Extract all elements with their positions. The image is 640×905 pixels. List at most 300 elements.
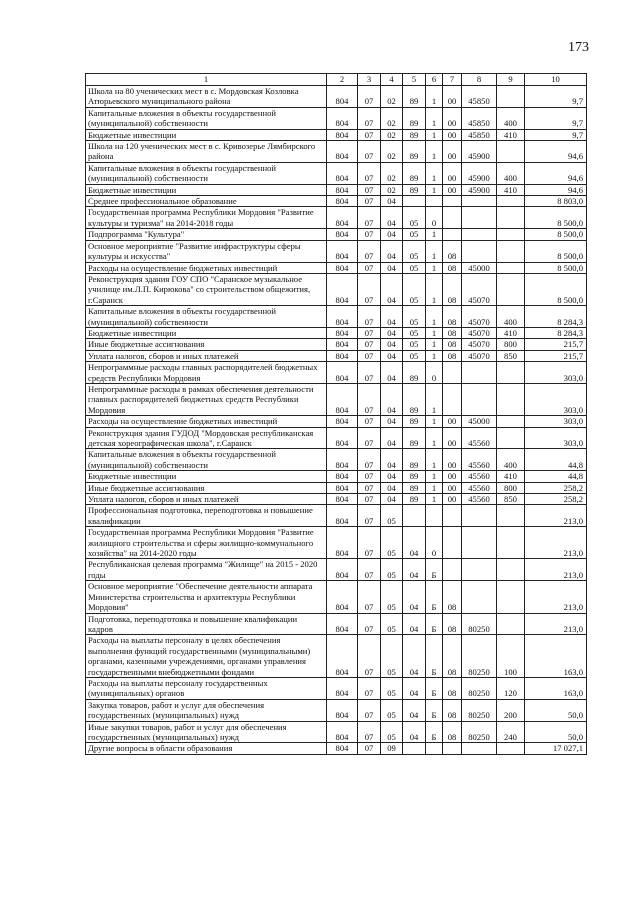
subprogram-code-cell: 1: [426, 184, 443, 195]
expense-type-cell: 240: [497, 721, 525, 743]
event-code-cell: 08: [443, 581, 462, 613]
item-name-cell: Уплата налогов, сборов и иных платежей: [86, 350, 327, 361]
table-row: [86, 427, 587, 449]
expense-type-cell: 410: [497, 327, 525, 338]
section-code-cell: 07: [358, 635, 381, 678]
target-code-cell: [462, 581, 497, 613]
target-code-cell: 80250: [462, 677, 497, 699]
table-row: [86, 306, 587, 328]
program-code-cell: 89: [403, 362, 426, 384]
subsection-code-cell: 04: [381, 273, 403, 305]
subsection-code-cell: 05: [381, 635, 403, 678]
subprogram-code-cell: Б: [426, 613, 443, 635]
amount-cell: 215,7: [525, 339, 587, 350]
target-code-cell: 45900: [462, 162, 497, 184]
program-code-cell: 89: [403, 482, 426, 493]
expense-type-cell: 410: [497, 184, 525, 195]
program-code-cell: 04: [403, 613, 426, 635]
item-name-cell: Бюджетные инвестиции: [86, 129, 327, 140]
amount-cell: 8 500,0: [525, 273, 587, 305]
admin-code-cell: 804: [327, 141, 358, 163]
event-code-cell: 08: [443, 240, 462, 262]
subprogram-code-cell: 1: [426, 273, 443, 305]
target-code-cell: 45850: [462, 107, 497, 129]
subsection-code-cell: 04: [381, 240, 403, 262]
subprogram-code-cell: 1: [426, 427, 443, 449]
program-code-cell: 04: [403, 527, 426, 559]
item-name-cell: Подпрограмма "Культура": [86, 229, 327, 240]
program-code-cell: 89: [403, 383, 426, 415]
program-code-cell: 04: [403, 581, 426, 613]
target-code-cell: 45560: [462, 427, 497, 449]
admin-code-cell: 804: [327, 196, 358, 207]
target-code-cell: 45850: [462, 129, 497, 140]
item-name-cell: Реконструкция здания ГУДОД "Мордовская республиканская детская хореографическая школа", г.Саранск: [86, 427, 327, 449]
section-code-cell: 07: [358, 721, 381, 743]
amount-cell: 303,0: [525, 416, 587, 427]
expense-type-cell: 400: [497, 449, 525, 471]
subsection-code-cell: 02: [381, 107, 403, 129]
section-code-cell: 07: [358, 339, 381, 350]
program-code-cell: 89: [403, 471, 426, 482]
target-code-cell: 45560: [462, 494, 497, 505]
subsection-code-cell: 04: [381, 262, 403, 273]
target-code-cell: 45900: [462, 184, 497, 195]
amount-cell: 303,0: [525, 427, 587, 449]
amount-cell: 94,6: [525, 162, 587, 184]
amount-cell: 303,0: [525, 383, 587, 415]
admin-code-cell: 804: [327, 677, 358, 699]
section-code-cell: 07: [358, 262, 381, 273]
item-name-cell: Школа на 120 ученических мест в с. Кривозерье Лямбирского района: [86, 141, 327, 163]
event-code-cell: 08: [443, 350, 462, 361]
table-row: [86, 207, 587, 229]
subprogram-code-cell: 1: [426, 350, 443, 361]
expense-type-cell: 800: [497, 482, 525, 493]
program-code-cell: 05: [403, 327, 426, 338]
subprogram-code-cell: [426, 743, 443, 754]
section-code-cell: 07: [358, 196, 381, 207]
amount-cell: 258,2: [525, 494, 587, 505]
table-row: [86, 581, 587, 613]
subprogram-code-cell: Б: [426, 581, 443, 613]
subprogram-code-cell: 1: [426, 416, 443, 427]
amount-cell: 213,0: [525, 505, 587, 527]
expense-type-cell: [497, 240, 525, 262]
amount-cell: 213,0: [525, 527, 587, 559]
amount-cell: 213,0: [525, 559, 587, 581]
expense-type-cell: [497, 743, 525, 754]
subsection-code-cell: 05: [381, 505, 403, 527]
expense-type-cell: 400: [497, 162, 525, 184]
admin-code-cell: 804: [327, 527, 358, 559]
event-code-cell: [443, 207, 462, 229]
event-code-cell: [443, 229, 462, 240]
subprogram-code-cell: 1: [426, 262, 443, 273]
event-code-cell: 08: [443, 273, 462, 305]
event-code-cell: 08: [443, 306, 462, 328]
section-code-cell: 07: [358, 427, 381, 449]
column-header-3: 3: [358, 74, 381, 86]
subsection-code-cell: 04: [381, 471, 403, 482]
table-row: [86, 107, 587, 129]
expense-type-cell: [497, 196, 525, 207]
table-row: [86, 141, 587, 163]
amount-cell: 8 500,0: [525, 240, 587, 262]
table-row: [86, 327, 587, 338]
item-name-cell: Иные бюджетные ассигнования: [86, 482, 327, 493]
target-code-cell: 45000: [462, 416, 497, 427]
program-code-cell: 89: [403, 184, 426, 195]
item-name-cell: Республиканская целевая программа "Жилище" на 2015 - 2020 годы: [86, 559, 327, 581]
subsection-code-cell: 04: [381, 482, 403, 493]
expense-type-cell: 400: [497, 107, 525, 129]
amount-cell: 163,0: [525, 635, 587, 678]
subsection-code-cell: 02: [381, 162, 403, 184]
item-name-cell: Среднее профессиональное образование: [86, 196, 327, 207]
subprogram-code-cell: Б: [426, 677, 443, 699]
item-name-cell: Бюджетные инвестиции: [86, 471, 327, 482]
subsection-code-cell: 02: [381, 86, 403, 108]
subsection-code-cell: 04: [381, 350, 403, 361]
event-code-cell: 00: [443, 184, 462, 195]
section-code-cell: 07: [358, 743, 381, 754]
page-number: 173: [568, 40, 589, 55]
item-name-cell: Бюджетные инвестиции: [86, 327, 327, 338]
target-code-cell: [462, 559, 497, 581]
subsection-code-cell: 02: [381, 141, 403, 163]
table-row: [86, 471, 587, 482]
item-name-cell: Уплата налогов, сборов и иных платежей: [86, 494, 327, 505]
target-code-cell: [462, 743, 497, 754]
program-code-cell: 04: [403, 635, 426, 678]
subprogram-code-cell: 1: [426, 494, 443, 505]
amount-cell: 213,0: [525, 613, 587, 635]
item-name-cell: Иные бюджетные ассигнования: [86, 339, 327, 350]
event-code-cell: 00: [443, 129, 462, 140]
admin-code-cell: 804: [327, 327, 358, 338]
admin-code-cell: 804: [327, 207, 358, 229]
item-name-cell: Государственная программа Республики Мордовия "Развитие жилищного строительства и сферы жилищно-коммунального хозяйства" на 2014-2020 годы: [86, 527, 327, 559]
item-name-cell: Расходы на осуществление бюджетных инвестиций: [86, 262, 327, 273]
item-name-cell: Подготовка, переподготовка и повышение квалификации кадров: [86, 613, 327, 635]
program-code-cell: 89: [403, 427, 426, 449]
section-code-cell: 07: [358, 494, 381, 505]
program-code-cell: 05: [403, 339, 426, 350]
program-code-cell: 04: [403, 559, 426, 581]
subsection-code-cell: 04: [381, 229, 403, 240]
amount-cell: 94,6: [525, 184, 587, 195]
amount-cell: 50,0: [525, 721, 587, 743]
subprogram-code-cell: 1: [426, 240, 443, 262]
event-code-cell: [443, 527, 462, 559]
amount-cell: 213,0: [525, 581, 587, 613]
section-code-cell: 07: [358, 581, 381, 613]
section-code-cell: 07: [358, 162, 381, 184]
table-row: [86, 162, 587, 184]
expense-type-cell: [497, 559, 525, 581]
subsection-code-cell: 09: [381, 743, 403, 754]
admin-code-cell: 804: [327, 383, 358, 415]
target-code-cell: [462, 383, 497, 415]
admin-code-cell: 804: [327, 482, 358, 493]
section-code-cell: 07: [358, 559, 381, 581]
item-name-cell: Закупка товаров, работ и услуг для обеспечения государственных (муниципальных) нужд: [86, 699, 327, 721]
program-code-cell: 04: [403, 721, 426, 743]
program-code-cell: 05: [403, 207, 426, 229]
expense-type-cell: 200: [497, 699, 525, 721]
subprogram-code-cell: Б: [426, 559, 443, 581]
expense-type-cell: 120: [497, 677, 525, 699]
event-code-cell: [443, 383, 462, 415]
event-code-cell: [443, 559, 462, 581]
section-code-cell: 07: [358, 229, 381, 240]
expense-type-cell: 410: [497, 471, 525, 482]
subprogram-code-cell: 1: [426, 449, 443, 471]
target-code-cell: 45850: [462, 86, 497, 108]
admin-code-cell: 804: [327, 471, 358, 482]
subsection-code-cell: 05: [381, 699, 403, 721]
admin-code-cell: 804: [327, 416, 358, 427]
subprogram-code-cell: 0: [426, 207, 443, 229]
target-code-cell: 45560: [462, 482, 497, 493]
table-row: [86, 494, 587, 505]
expense-type-cell: [497, 262, 525, 273]
admin-code-cell: 804: [327, 635, 358, 678]
amount-cell: 44,8: [525, 471, 587, 482]
subsection-code-cell: 04: [381, 339, 403, 350]
expense-type-cell: [497, 141, 525, 163]
table-row: [86, 635, 587, 678]
subsection-code-cell: 05: [381, 677, 403, 699]
amount-cell: 94,6: [525, 141, 587, 163]
item-name-cell: Расходы на выплаты персоналу в целях обеспечения выполнения функций государственными (муниципальными) органами, казенными учреждениями, органами управления государственными внебюджетными фондами: [86, 635, 327, 678]
admin-code-cell: 804: [327, 559, 358, 581]
item-name-cell: Школа на 80 ученических мест в с. Мордовская Козловка Атюрьевского муниципального района: [86, 86, 327, 108]
item-name-cell: Бюджетные инвестиции: [86, 184, 327, 195]
subsection-code-cell: 04: [381, 306, 403, 328]
column-header-1: 1: [86, 74, 327, 86]
admin-code-cell: 804: [327, 449, 358, 471]
admin-code-cell: 804: [327, 240, 358, 262]
section-code-cell: 07: [358, 306, 381, 328]
table-row: [86, 229, 587, 240]
item-name-cell: Основное мероприятие "Развитие инфраструктуры сферы культуры и искусства": [86, 240, 327, 262]
admin-code-cell: 804: [327, 262, 358, 273]
item-name-cell: Иные закупки товаров, работ и услуг для обеспечения государственных (муниципальных) нужд: [86, 721, 327, 743]
amount-cell: 50,0: [525, 699, 587, 721]
event-code-cell: 00: [443, 141, 462, 163]
subsection-code-cell: 04: [381, 416, 403, 427]
subsection-code-cell: 04: [381, 327, 403, 338]
table-row: [86, 86, 587, 108]
event-code-cell: [443, 196, 462, 207]
table-row: [86, 699, 587, 721]
target-code-cell: 45000: [462, 262, 497, 273]
target-code-cell: 80250: [462, 721, 497, 743]
item-name-cell: Государственная программа Республики Мордовия "Развитие культуры и туризма" на 2014-2018 годы: [86, 207, 327, 229]
section-code-cell: 07: [358, 362, 381, 384]
table-row: [86, 362, 587, 384]
subsection-code-cell: 04: [381, 207, 403, 229]
program-code-cell: 05: [403, 262, 426, 273]
expense-type-cell: [497, 362, 525, 384]
event-code-cell: [443, 743, 462, 754]
expense-type-cell: [497, 427, 525, 449]
table-row: [86, 527, 587, 559]
subprogram-code-cell: 1: [426, 339, 443, 350]
admin-code-cell: 804: [327, 613, 358, 635]
section-code-cell: 07: [358, 107, 381, 129]
subprogram-code-cell: 1: [426, 162, 443, 184]
table-row: [86, 721, 587, 743]
subprogram-code-cell: 1: [426, 306, 443, 328]
item-name-cell: Капитальные вложения в объекты государственной (муниципальной) собственности: [86, 107, 327, 129]
column-header-9: 9: [497, 74, 525, 86]
section-code-cell: 07: [358, 207, 381, 229]
section-code-cell: 07: [358, 141, 381, 163]
admin-code-cell: 804: [327, 362, 358, 384]
subprogram-code-cell: 1: [426, 86, 443, 108]
admin-code-cell: 804: [327, 427, 358, 449]
amount-cell: 8 284,3: [525, 306, 587, 328]
event-code-cell: 00: [443, 86, 462, 108]
target-code-cell: [462, 207, 497, 229]
program-code-cell: 89: [403, 449, 426, 471]
target-code-cell: 80250: [462, 699, 497, 721]
amount-cell: 9,7: [525, 86, 587, 108]
event-code-cell: 00: [443, 107, 462, 129]
target-code-cell: [462, 196, 497, 207]
expense-type-cell: [497, 229, 525, 240]
subsection-code-cell: 04: [381, 196, 403, 207]
amount-cell: 215,7: [525, 350, 587, 361]
expense-type-cell: 800: [497, 339, 525, 350]
program-code-cell: [403, 743, 426, 754]
event-code-cell: 00: [443, 416, 462, 427]
program-code-cell: [403, 505, 426, 527]
table-row: [86, 196, 587, 207]
admin-code-cell: 804: [327, 184, 358, 195]
target-code-cell: 45560: [462, 449, 497, 471]
column-header-7: 7: [443, 74, 462, 86]
expense-type-cell: 400: [497, 306, 525, 328]
admin-code-cell: 804: [327, 699, 358, 721]
program-code-cell: 05: [403, 350, 426, 361]
expense-type-cell: [497, 527, 525, 559]
admin-code-cell: 804: [327, 229, 358, 240]
subprogram-code-cell: [426, 505, 443, 527]
subsection-code-cell: 02: [381, 184, 403, 195]
event-code-cell: 08: [443, 721, 462, 743]
admin-code-cell: 804: [327, 350, 358, 361]
section-code-cell: 07: [358, 699, 381, 721]
budget-table: [85, 73, 587, 755]
expense-type-cell: 410: [497, 129, 525, 140]
table-row: [86, 240, 587, 262]
admin-code-cell: 804: [327, 339, 358, 350]
item-name-cell: Расходы на осуществление бюджетных инвестиций: [86, 416, 327, 427]
section-code-cell: 07: [358, 677, 381, 699]
item-name-cell: Основное мероприятие "Обеспечение деятельности аппарата Министерства строительства и архитектуры Республики Мордовия": [86, 581, 327, 613]
table-row: [86, 184, 587, 195]
amount-cell: 8 284,3: [525, 327, 587, 338]
event-code-cell: 08: [443, 339, 462, 350]
event-code-cell: 08: [443, 699, 462, 721]
table-row: [86, 273, 587, 305]
event-code-cell: 00: [443, 471, 462, 482]
target-code-cell: 45900: [462, 141, 497, 163]
event-code-cell: 00: [443, 162, 462, 184]
expense-type-cell: [497, 207, 525, 229]
section-code-cell: 07: [358, 86, 381, 108]
section-code-cell: 07: [358, 482, 381, 493]
amount-cell: 17 027,1: [525, 743, 587, 754]
event-code-cell: 08: [443, 613, 462, 635]
event-code-cell: 08: [443, 635, 462, 678]
table-row: [86, 613, 587, 635]
item-name-cell: Непрограммные расходы в рамках обеспечения деятельности главных распорядителей бюджетных средств Республики Мордовия: [86, 383, 327, 415]
subsection-code-cell: 05: [381, 613, 403, 635]
subprogram-code-cell: 1: [426, 229, 443, 240]
expense-type-cell: [497, 581, 525, 613]
admin-code-cell: 804: [327, 505, 358, 527]
section-code-cell: 07: [358, 527, 381, 559]
event-code-cell: 08: [443, 262, 462, 273]
subprogram-code-cell: 0: [426, 362, 443, 384]
program-code-cell: 05: [403, 273, 426, 305]
target-code-cell: [462, 240, 497, 262]
amount-cell: 8 803,0: [525, 196, 587, 207]
amount-cell: 303,0: [525, 362, 587, 384]
target-code-cell: [462, 505, 497, 527]
program-code-cell: 89: [403, 494, 426, 505]
table-row: [86, 449, 587, 471]
amount-cell: 8 500,0: [525, 207, 587, 229]
section-code-cell: 07: [358, 129, 381, 140]
event-code-cell: [443, 505, 462, 527]
section-code-cell: 07: [358, 184, 381, 195]
section-code-cell: 07: [358, 350, 381, 361]
amount-cell: 44,8: [525, 449, 587, 471]
expense-type-cell: [497, 273, 525, 305]
admin-code-cell: 804: [327, 162, 358, 184]
subsection-code-cell: 05: [381, 559, 403, 581]
amount-cell: 9,7: [525, 107, 587, 129]
target-code-cell: [462, 527, 497, 559]
admin-code-cell: 804: [327, 306, 358, 328]
subsection-code-cell: 04: [381, 449, 403, 471]
item-name-cell: Капитальные вложения в объекты государственной (муниципальной) собственности: [86, 306, 327, 328]
admin-code-cell: 804: [327, 86, 358, 108]
subsection-code-cell: 04: [381, 494, 403, 505]
event-code-cell: 00: [443, 427, 462, 449]
expense-type-cell: 100: [497, 635, 525, 678]
admin-code-cell: 804: [327, 581, 358, 613]
target-code-cell: [462, 229, 497, 240]
program-code-cell: 89: [403, 416, 426, 427]
table-row: [86, 482, 587, 493]
target-code-cell: 45070: [462, 350, 497, 361]
target-code-cell: 80250: [462, 635, 497, 678]
section-code-cell: 07: [358, 416, 381, 427]
subprogram-code-cell: 1: [426, 141, 443, 163]
amount-cell: 9,7: [525, 129, 587, 140]
amount-cell: 163,0: [525, 677, 587, 699]
target-code-cell: 45070: [462, 306, 497, 328]
table-row: [86, 262, 587, 273]
column-header-10: 10: [525, 74, 587, 86]
